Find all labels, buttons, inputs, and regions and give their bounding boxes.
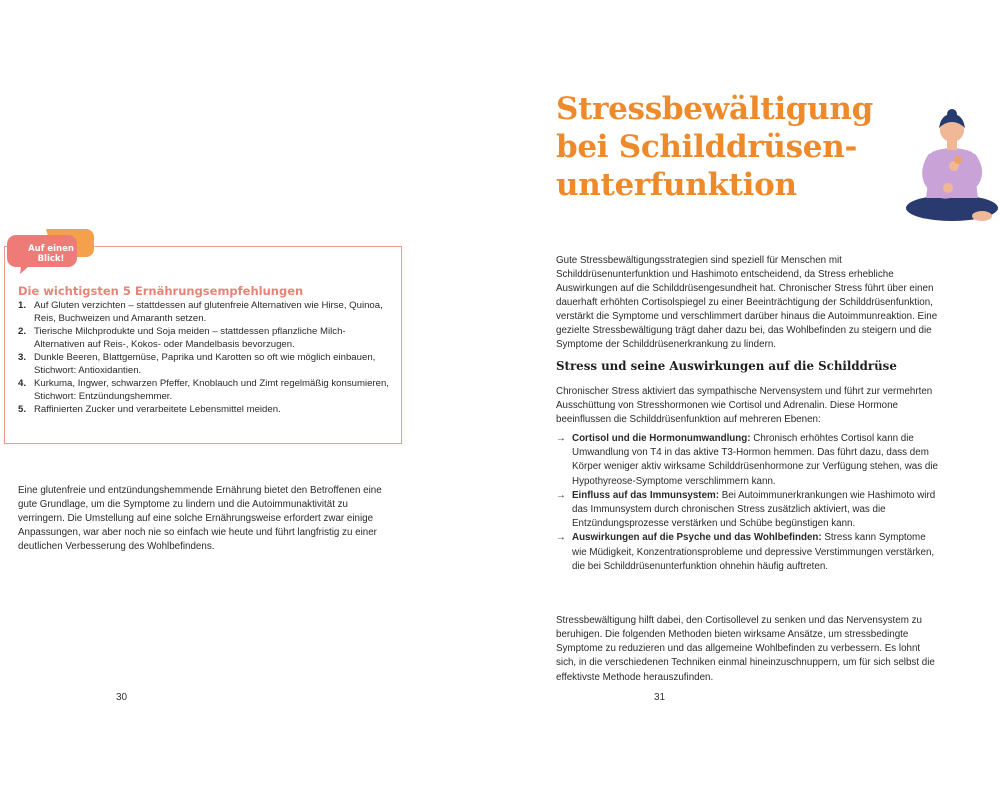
list-item: 3. Dunkle Beeren, Blattgemüse, Paprika und Karotten so oft wie möglich einbauen, Stichwort: Antioxidantien. xyxy=(18,352,376,376)
arrow-right-icon: → xyxy=(556,433,566,444)
recommendation-list xyxy=(18,299,390,416)
list-item: 1. Auf Gluten verzichten – stattdessen auf glutenfreie Alternativen wie Hirse, Quinoa, Reis, Buchweizen und Amaranth setzen. xyxy=(18,300,383,324)
intro-paragraph: Gute Stressbewältigungsstrategien sind speziell für Menschen mit Schilddrüsenunterfunktion und Hashimoto entscheidend, da Stress erhebliche Auswirkungen auf die Schilddrüsengesundheit hat. Chronischer Stress führt über einen dauerhaft erhöhten Cortisolspiegel zu einer Beeinträchtigung der Schilddrüsenfunktion, verstärkt die Symptome und verschlimmert darüber hinaus die Autoimmunreaktion. Eine gezielte Stressbewältigung trägt daher dazu bei, das Wohlbefinden zu steigern und die Symptome der Schilddrüsenerkrankung zu lindern. xyxy=(556,254,938,351)
section-paragraph: Chronischer Stress aktiviert das sympathische Nervensystem und führt zur vermehrten Ausschüttung von Stresshormonen wie Cortisol und Adrenalin. Diese Hormone beeinflussen die Schilddrüsenfunktion auf mehreren Ebenen: xyxy=(556,385,933,425)
page-title: Stressbewältigung bei Schilddrüsen-unterfunktion xyxy=(556,91,874,203)
closing-paragraph: Stressbewältigung hilft dabei, den Cortisollevel zu senken und das Nervensystem zu beruhigen. Die folgenden Methoden bieten wirksame Ansätze, um stressbedingte Symptome zu reduzieren und das allgemeine Wohlbefinden zu verbessern. Es lohnt sich, in die verschiedenen Techniken einmal hineinzuschnuppern, um für sich selbst die effektivste Methode herauszufinden. xyxy=(556,614,935,683)
arrow-right-icon: → xyxy=(556,532,566,544)
list-item: → Einfluss auf das Immunsystem: Bei Autoimmunerkrankungen wie Hashimoto wird das Immunsystem durch chronischen Stress zusätzlich aktiviert, was die Entzündungsprozesse verstärken und Schübe begünstigen kann. xyxy=(556,489,936,530)
body-paragraph: Eine glutenfreie und entzündungshemmende Ernährung bietet den Betroffenen eine gute Grundlage, um die Symptome zu lindern und die Autoimmunaktivität zu verringern. Die Umstellung auf eine solche Ernährungsweise erfordert zwar einige Anpassungen, war aber noch nie so einfach wie heute und führt langfristig zu einer deutlichen Verbesserung des Wohlbefindens. xyxy=(18,484,382,552)
page-number: 30 xyxy=(116,692,128,703)
effects-list xyxy=(556,432,940,574)
list-item: 2. Tierische Milchprodukte und Soja meiden – stattdessen pflanzliche Milch-Alternativen auf Reis-, Kokos- oder Mandelbasis bevorzugen. xyxy=(18,326,346,350)
list-item: → Cortisol und die Hormonumwandlung: Chronisch erhöhtes Cortisol kann die Umwandlung von T4 in das aktive T3-Hormon hemmen. Das führt dazu, dass dem Körper weniger aktiv wirksame Schilddrüsenhormone zur Verfügung stehen, was die Hypothyreose-Symptome verschlimmern kann. xyxy=(556,433,938,487)
page-number: 31 xyxy=(654,692,666,703)
meditating-woman-illustration xyxy=(902,108,1000,226)
list-item: 4. Kurkuma, Ingwer, schwarzen Pfeffer, Knoblauch und Zimt regelmäßig konsumieren, Stichwort: Entzündungshemmer. xyxy=(18,378,389,402)
list-item: → Auswirkungen auf die Psyche und das Wohlbefinden: Stress kann Symptome wie Müdigkeit, Konzentrationsprobleme und depressive Verstimmungen verstärken, die bei Schilddrüsenunterfunktion ohnehin häufig auftreten. xyxy=(556,532,935,572)
list-item: 5. Raffinierten Zucker und verarbeitete Lebensmittel meiden. xyxy=(18,404,281,415)
speech-bubble-icon xyxy=(6,227,96,275)
arrow-right-icon: → xyxy=(556,489,566,501)
box-title: Die wichtigsten 5 Ernährungsempfehlungen xyxy=(18,284,304,298)
section-heading: Stress und seine Auswirkungen auf die Schilddrüse xyxy=(556,359,897,373)
right-page xyxy=(500,0,1000,800)
bubble-label: Auf einen Blick! xyxy=(28,244,74,264)
